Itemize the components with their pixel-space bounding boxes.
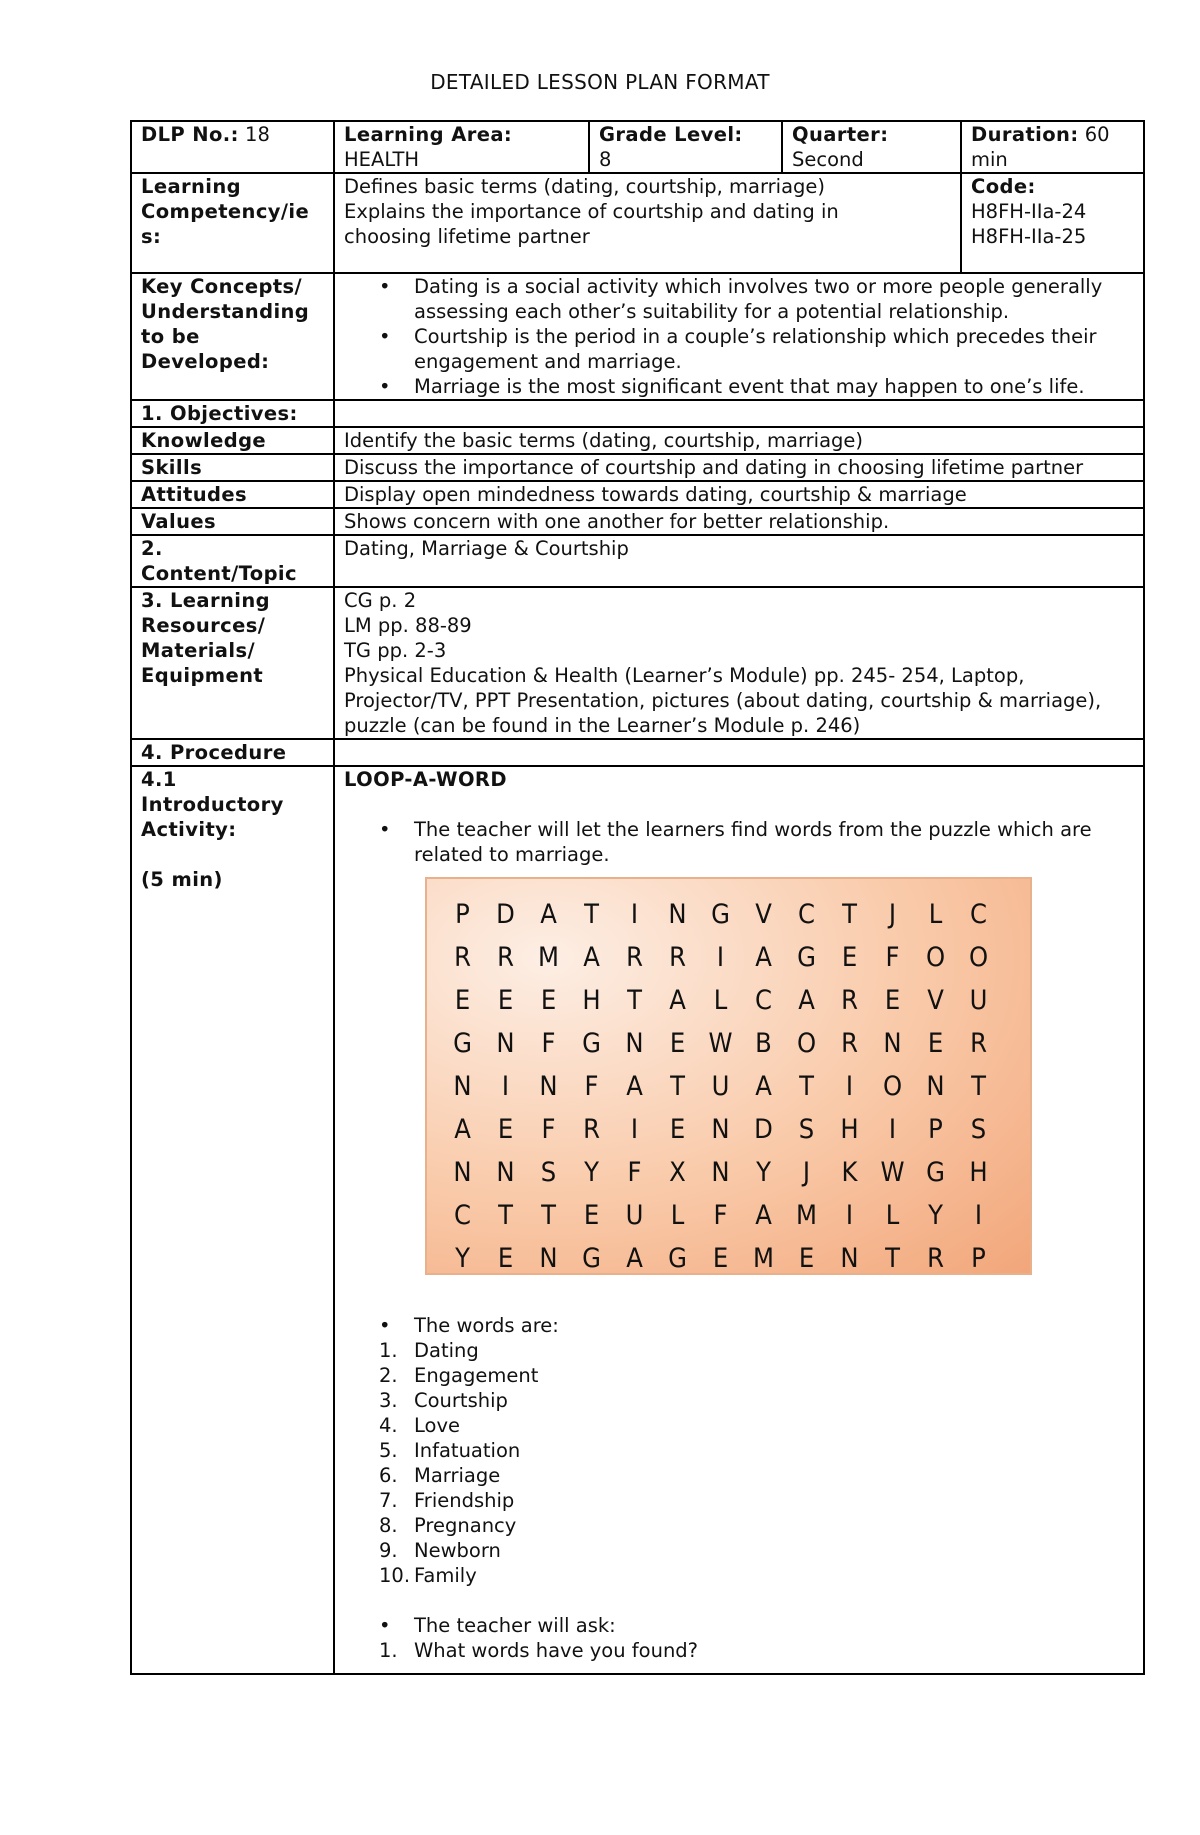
puzzle-letter: I bbox=[974, 1200, 983, 1231]
puzzle-letter: Y bbox=[584, 1157, 599, 1188]
attitudes-label: Attitudes bbox=[131, 481, 334, 508]
puzzle-letter: N bbox=[496, 1157, 515, 1188]
puzzle-letter: C bbox=[798, 899, 815, 930]
puzzle-letter: M bbox=[796, 1200, 817, 1231]
objectives-label: 1. Objectives: bbox=[131, 400, 334, 427]
code-value: H8FH-IIa-24 bbox=[971, 200, 1087, 223]
puzzle-letter: E bbox=[497, 1114, 514, 1145]
words-list bbox=[344, 1338, 1135, 1588]
questions-list bbox=[344, 1638, 1135, 1663]
grade-level-cell bbox=[589, 121, 782, 173]
puzzle-letter: W bbox=[880, 1157, 905, 1188]
puzzle-letter: E bbox=[669, 1114, 686, 1145]
puzzle-letter: T bbox=[842, 899, 857, 930]
quarter-value: Second bbox=[792, 148, 864, 171]
puzzle-letter: B bbox=[755, 1028, 772, 1059]
competency-line: Defines basic terms (dating, courtship, marriage) bbox=[344, 175, 826, 198]
puzzle-letter: F bbox=[541, 1028, 556, 1059]
ask-intro: • The teacher will ask: bbox=[414, 1613, 1135, 1638]
puzzle-letter: N bbox=[453, 1071, 472, 1102]
puzzle-letter: T bbox=[670, 1071, 685, 1102]
procedure-label: 4. Procedure bbox=[131, 739, 334, 766]
skills-row bbox=[131, 454, 1144, 481]
puzzle-letter: Y bbox=[455, 1243, 470, 1274]
puzzle-letter: P bbox=[455, 899, 470, 930]
puzzle-letter: N bbox=[926, 1071, 945, 1102]
grade-level-value: 8 bbox=[599, 148, 612, 171]
puzzle-letter: G bbox=[711, 899, 730, 930]
puzzle-letter: I bbox=[845, 1200, 854, 1231]
puzzle-letter: N bbox=[496, 1028, 515, 1059]
intro-label-line: Introductory bbox=[141, 793, 284, 816]
puzzle-letter: F bbox=[627, 1157, 642, 1188]
values-label: Values bbox=[131, 508, 334, 535]
code-cell bbox=[961, 173, 1144, 273]
puzzle-letter: G bbox=[668, 1243, 687, 1274]
competency-label-line: Competency/ie bbox=[141, 200, 310, 223]
content-row bbox=[131, 535, 1144, 587]
puzzle-letter: A bbox=[798, 985, 815, 1016]
key-concepts-row bbox=[131, 273, 1144, 400]
puzzle-letter: F bbox=[713, 1200, 728, 1231]
competency-label-line: Learning bbox=[141, 175, 242, 198]
quarter-label: Quarter: bbox=[792, 123, 889, 146]
puzzle-letter: E bbox=[497, 985, 514, 1016]
procedure-empty-cell bbox=[334, 739, 1144, 766]
puzzle-letter: W bbox=[708, 1028, 733, 1059]
intro-label-cell bbox=[131, 766, 334, 1674]
word-text: Engagement bbox=[414, 1364, 539, 1387]
puzzle-letter: T bbox=[627, 985, 642, 1016]
word-item bbox=[379, 1338, 1135, 1363]
dlp-number-label: DLP No.: bbox=[141, 123, 239, 146]
code-label: Code: bbox=[971, 175, 1036, 198]
puzzle-letter: T bbox=[971, 1071, 986, 1102]
duration-cell bbox=[961, 121, 1144, 173]
puzzle-letter: I bbox=[630, 899, 639, 930]
puzzle-letter: D bbox=[754, 1114, 773, 1145]
word-text: Friendship bbox=[414, 1489, 515, 1512]
words-intro-list bbox=[344, 1313, 1135, 1338]
knowledge-label: Knowledge bbox=[131, 427, 334, 454]
puzzle-letter: J bbox=[888, 899, 897, 930]
puzzle-letter: N bbox=[711, 1157, 730, 1188]
word-text: Dating bbox=[414, 1339, 479, 1362]
puzzle-letter: I bbox=[630, 1114, 639, 1145]
knowledge-row bbox=[131, 427, 1144, 454]
puzzle-letter: D bbox=[496, 899, 515, 930]
duration-unit: min bbox=[971, 148, 1008, 171]
puzzle-letter: F bbox=[541, 1114, 556, 1145]
question-item bbox=[379, 1638, 1135, 1663]
puzzle-letter: V bbox=[927, 985, 944, 1016]
grade-level-label: Grade Level: bbox=[599, 123, 743, 146]
word-text: Courtship bbox=[414, 1389, 508, 1412]
learning-area-cell bbox=[334, 121, 589, 173]
word-number: 3. bbox=[379, 1389, 398, 1412]
instruction-item: • The teacher will let the learners find words from the puzzle which are related to marriage. bbox=[414, 817, 1135, 867]
puzzle-letter: R bbox=[841, 985, 858, 1016]
word-number: 5. bbox=[379, 1439, 398, 1462]
competency-line: choosing lifetime partner bbox=[344, 225, 590, 248]
ask-intro-list bbox=[344, 1613, 1135, 1638]
dlp-number-cell bbox=[131, 121, 334, 173]
word-item bbox=[379, 1438, 1135, 1463]
puzzle-letter: R bbox=[497, 942, 514, 973]
puzzle-letter: H bbox=[582, 985, 601, 1016]
puzzle-letter: R bbox=[669, 942, 686, 973]
puzzle-letter: E bbox=[454, 985, 471, 1016]
resources-label-line: Equipment bbox=[141, 664, 264, 687]
puzzle-letter: U bbox=[711, 1071, 730, 1102]
resources-cell bbox=[334, 587, 1144, 739]
puzzle-letter: G bbox=[926, 1157, 945, 1188]
puzzle-letter: R bbox=[841, 1028, 858, 1059]
word-number: 6. bbox=[379, 1464, 398, 1487]
key-concepts-label-line: Developed: bbox=[141, 350, 270, 373]
key-concepts-label-cell bbox=[131, 273, 334, 400]
key-concepts-label-line: to be bbox=[141, 325, 200, 348]
puzzle-row bbox=[441, 979, 1030, 1022]
duration-value: 60 bbox=[1084, 123, 1110, 146]
puzzle-letter: N bbox=[840, 1243, 859, 1274]
puzzle-letter: N bbox=[883, 1028, 902, 1059]
puzzle-letter: E bbox=[669, 1028, 686, 1059]
intro-activity-cell bbox=[334, 766, 1144, 1674]
word-item bbox=[379, 1538, 1135, 1563]
puzzle-letter: L bbox=[928, 899, 943, 930]
puzzle-letter: L bbox=[885, 1200, 900, 1231]
puzzle-letter: A bbox=[755, 1200, 772, 1231]
word-number: 10. bbox=[379, 1564, 411, 1587]
content-label-cell bbox=[131, 535, 334, 587]
puzzle-letter: R bbox=[927, 1243, 944, 1274]
word-text: Love bbox=[414, 1414, 460, 1437]
puzzle-letter: O bbox=[925, 942, 946, 973]
puzzle-row bbox=[441, 1151, 1030, 1194]
puzzle-letter: T bbox=[799, 1071, 814, 1102]
word-item bbox=[379, 1413, 1135, 1438]
activity-title: LOOP-A-WORD bbox=[344, 768, 507, 791]
resource-line: Physical Education & Health (Learner’s Module) pp. 245- 254, Laptop, Projector/TV, PPT Presentation, pictures (about dating, courtship & marriage), puzzle (can be found in the Learner’s Module p. 246) bbox=[344, 664, 1102, 737]
key-concept-item: • Courtship is the period in a couple’s relationship which precedes their engagement and marriage. bbox=[414, 324, 1135, 374]
puzzle-letter: J bbox=[802, 1157, 811, 1188]
puzzle-letter: L bbox=[713, 985, 728, 1016]
puzzle-letter: N bbox=[539, 1071, 558, 1102]
puzzle-letter: O bbox=[882, 1071, 903, 1102]
words-intro: • The words are: bbox=[414, 1313, 1135, 1338]
code-value: H8FH-IIa-25 bbox=[971, 225, 1087, 248]
puzzle-letter: T bbox=[584, 899, 599, 930]
values-text: Shows concern with one another for better relationship. bbox=[334, 508, 1144, 535]
puzzle-letter: X bbox=[669, 1157, 686, 1188]
key-concepts-cell bbox=[334, 273, 1144, 400]
puzzle-letter: E bbox=[884, 985, 901, 1016]
puzzle-letter: I bbox=[845, 1071, 854, 1102]
key-concepts-label-line: Key Concepts/ bbox=[141, 275, 303, 298]
procedure-row bbox=[131, 739, 1144, 766]
key-concept-item: • Marriage is the most significant event that may happen to one’s life. bbox=[414, 374, 1135, 399]
puzzle-letter: U bbox=[969, 985, 988, 1016]
puzzle-letter: N bbox=[625, 1028, 644, 1059]
puzzle-letter: H bbox=[969, 1157, 988, 1188]
resources-label-cell bbox=[131, 587, 334, 739]
puzzle-letter: E bbox=[583, 1200, 600, 1231]
word-item bbox=[379, 1488, 1135, 1513]
key-concepts-label-line: Understanding bbox=[141, 300, 310, 323]
instruction-list bbox=[344, 817, 1135, 867]
puzzle-letter: G bbox=[797, 942, 816, 973]
skills-label: Skills bbox=[131, 454, 334, 481]
resources-label-line: Materials/ bbox=[141, 639, 255, 662]
puzzle-letter: R bbox=[583, 1114, 600, 1145]
puzzle-row bbox=[441, 1237, 1030, 1280]
puzzle-letter: K bbox=[841, 1157, 858, 1188]
key-concepts-list bbox=[344, 274, 1135, 399]
puzzle-letter: S bbox=[798, 1114, 815, 1145]
puzzle-letter: P bbox=[928, 1114, 943, 1145]
puzzle-letter: G bbox=[582, 1243, 601, 1274]
attitudes-row bbox=[131, 481, 1144, 508]
word-item bbox=[379, 1388, 1135, 1413]
header-row bbox=[131, 121, 1144, 173]
puzzle-letter: N bbox=[539, 1243, 558, 1274]
puzzle-letter: A bbox=[540, 899, 557, 930]
word-number: 7. bbox=[379, 1489, 398, 1512]
puzzle-letter: Y bbox=[928, 1200, 943, 1231]
resource-line: LM pp. 88-89 bbox=[344, 614, 472, 637]
word-item bbox=[379, 1463, 1135, 1488]
puzzle-letter: H bbox=[840, 1114, 859, 1145]
dlp-number-value: 18 bbox=[245, 123, 270, 146]
introductory-activity-row bbox=[131, 766, 1144, 1674]
knowledge-text: Identify the basic terms (dating, courtship, marriage) bbox=[334, 427, 1144, 454]
document-title: DETAILED LESSON PLAN FORMAT bbox=[430, 70, 770, 94]
duration-label: Duration: bbox=[971, 123, 1079, 146]
lesson-plan-table bbox=[130, 120, 1145, 1675]
word-number: 1. bbox=[379, 1339, 398, 1362]
puzzle-letter: T bbox=[885, 1243, 900, 1274]
learning-area-value: HEALTH bbox=[344, 148, 420, 171]
resources-row bbox=[131, 587, 1144, 739]
content-label-line: 2. bbox=[141, 537, 163, 560]
resource-line: CG p. 2 bbox=[344, 589, 417, 612]
resources-label-line: 3. Learning bbox=[141, 589, 270, 612]
intro-time: (5 min) bbox=[141, 868, 223, 891]
word-text: Family bbox=[414, 1564, 477, 1587]
puzzle-letter: N bbox=[668, 899, 687, 930]
puzzle-letter: G bbox=[582, 1028, 601, 1059]
competency-row bbox=[131, 173, 1144, 273]
puzzle-letter: T bbox=[498, 1200, 513, 1231]
word-text: Infatuation bbox=[414, 1439, 521, 1462]
puzzle-letter: U bbox=[625, 1200, 644, 1231]
puzzle-row bbox=[441, 1108, 1030, 1151]
puzzle-letter: A bbox=[626, 1243, 643, 1274]
key-concept-item: • Dating is a social activity which involves two or more people generally assessing each other’s suitability for a potential relationship. bbox=[414, 274, 1135, 324]
word-text: Marriage bbox=[414, 1464, 501, 1487]
puzzle-letter: V bbox=[755, 899, 772, 930]
resource-line: TG pp. 2-3 bbox=[344, 639, 447, 662]
puzzle-letter: T bbox=[541, 1200, 556, 1231]
puzzle-letter: E bbox=[712, 1243, 729, 1274]
competency-label-cell bbox=[131, 173, 334, 273]
puzzle-letter: F bbox=[584, 1071, 599, 1102]
puzzle-letter: P bbox=[971, 1243, 986, 1274]
puzzle-letter: I bbox=[501, 1071, 510, 1102]
puzzle-row bbox=[441, 936, 1030, 979]
intro-label-line: Activity: bbox=[141, 818, 237, 841]
puzzle-letter: I bbox=[888, 1114, 897, 1145]
values-row bbox=[131, 508, 1144, 535]
puzzle-row bbox=[441, 1022, 1030, 1065]
objectives-row bbox=[131, 400, 1144, 427]
puzzle-letter: C bbox=[970, 899, 987, 930]
puzzle-letter: A bbox=[755, 942, 772, 973]
word-item bbox=[379, 1563, 1135, 1588]
puzzle-letter: E bbox=[927, 1028, 944, 1059]
puzzle-letter: M bbox=[753, 1243, 774, 1274]
puzzle-letter: E bbox=[841, 942, 858, 973]
puzzle-letter: S bbox=[970, 1114, 987, 1145]
quarter-cell bbox=[782, 121, 961, 173]
learning-area-label: Learning Area: bbox=[344, 123, 513, 146]
question-text: What words have you found? bbox=[414, 1639, 699, 1662]
puzzle-letter: O bbox=[796, 1028, 817, 1059]
word-number: 8. bbox=[379, 1514, 398, 1537]
content-text: Dating, Marriage & Courtship bbox=[334, 535, 1144, 587]
puzzle-letter: A bbox=[755, 1071, 772, 1102]
puzzle-letter: O bbox=[968, 942, 989, 973]
puzzle-letter: M bbox=[538, 942, 559, 973]
puzzle-letter: R bbox=[626, 942, 643, 973]
skills-text: Discuss the importance of courtship and dating in choosing lifetime partner bbox=[334, 454, 1144, 481]
attitudes-text: Display open mindedness towards dating, courtship & marriage bbox=[334, 481, 1144, 508]
puzzle-letter: I bbox=[716, 942, 725, 973]
word-number: 9. bbox=[379, 1539, 398, 1562]
word-item bbox=[379, 1363, 1135, 1388]
word-item bbox=[379, 1513, 1135, 1538]
resources-label-line: Resources/ bbox=[141, 614, 266, 637]
puzzle-letter: F bbox=[885, 942, 900, 973]
word-text: Newborn bbox=[414, 1539, 501, 1562]
puzzle-letter: E bbox=[540, 985, 557, 1016]
puzzle-letter: R bbox=[970, 1028, 987, 1059]
word-search-puzzle bbox=[425, 877, 1032, 1275]
puzzle-row bbox=[441, 1065, 1030, 1108]
puzzle-letter: G bbox=[453, 1028, 472, 1059]
puzzle-letter: N bbox=[711, 1114, 730, 1145]
puzzle-letter: C bbox=[755, 985, 772, 1016]
puzzle-letter: A bbox=[454, 1114, 471, 1145]
intro-label-line: 4.1 bbox=[141, 768, 177, 791]
word-text: Pregnancy bbox=[414, 1514, 517, 1537]
puzzle-letter: L bbox=[670, 1200, 685, 1231]
competency-label-line: s: bbox=[141, 225, 162, 248]
competency-line: Explains the importance of courtship and dating in bbox=[344, 200, 839, 223]
puzzle-letter: A bbox=[669, 985, 686, 1016]
puzzle-letter: A bbox=[626, 1071, 643, 1102]
puzzle-letter: S bbox=[540, 1157, 557, 1188]
objectives-empty-cell bbox=[334, 400, 1144, 427]
puzzle-letter: E bbox=[798, 1243, 815, 1274]
puzzle-letter: E bbox=[497, 1243, 514, 1274]
question-number: 1. bbox=[379, 1639, 398, 1662]
puzzle-letter: N bbox=[453, 1157, 472, 1188]
word-number: 4. bbox=[379, 1414, 398, 1437]
puzzle-letter: R bbox=[454, 942, 471, 973]
competency-text-cell bbox=[334, 173, 961, 273]
puzzle-letter: C bbox=[454, 1200, 471, 1231]
content-label-line: Content/Topic bbox=[141, 562, 297, 585]
word-number: 2. bbox=[379, 1364, 398, 1387]
puzzle-row bbox=[441, 1194, 1030, 1237]
puzzle-row bbox=[441, 893, 1030, 936]
puzzle-letter: Y bbox=[756, 1157, 771, 1188]
puzzle-letter: A bbox=[583, 942, 600, 973]
